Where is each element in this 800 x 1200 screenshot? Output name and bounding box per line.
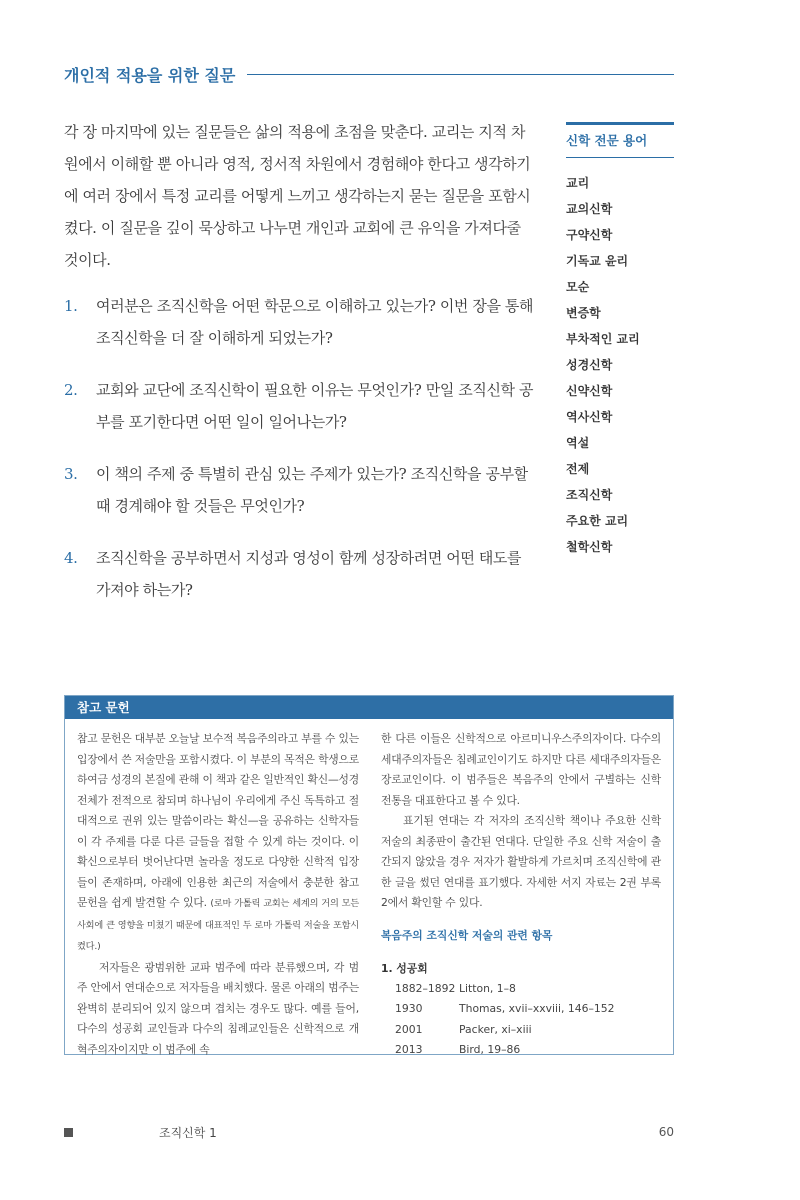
reference-citation: Litton, 1–8 [459,981,516,995]
section-header [64,62,674,86]
sidebar-divider [566,157,674,158]
question-list [64,290,538,626]
glossary-term: 구약신학 [566,228,613,242]
glossary-term: 전제 [566,462,590,476]
references-paragraph: 표기된 연대는 각 저자의 조직신학 책이나 주요한 신학 저술의 최종판이 출간된 연대다. 단일한 주요 신학 저술이 출간되지 않았을 경우 저자가 활발하게 가르치며 조직신학에 관한 글을 썼던 연대를 표기했다. 자세한 서지 자료는 2권 부록 2에서 확인할 수 있다. [381,814,661,909]
page-number: 60 [658,1125,674,1139]
reference-entry [381,979,661,1000]
page-footer [64,1122,674,1142]
question-item [64,458,538,522]
question-item [64,542,538,606]
references-paragraph: 저자들은 광범위한 교파 범주에 따라 분류했으며, 각 범주 안에서 연대순으로 저자들을 배치했다. 물론 아래의 범주는 완벽히 분리되어 있지 않으며 겹치는 경우도 많다. 예를 들어, 다수의 성공회 교인들과 다수의 침례교인들은 신학적으로 개혁주의자이지만 이 범주에 속 [77,960,359,1056]
reference-citation: Packer, xi–xiii [459,1022,532,1036]
glossary-term: 부차적인 교리 [566,332,640,346]
section-title: 개인적 적용을 위한 질문 [64,65,236,85]
reference-year: 1882–1892 [395,981,456,995]
references-right-column [381,729,661,1061]
question-item [64,374,538,438]
references-paragraph [77,729,359,958]
references-note: (로마 가톨릭 교회는 세계의 거의 모든 사회에 큰 영향을 미쳤기 때문에 대표적인 두 로마 가톨릭 저술을 포함시켰다.) [77,898,359,952]
question-number: 2. [64,381,78,399]
section-rule [247,74,674,75]
reference-entry [381,1040,661,1061]
question-text: 교회와 교단에 조직신학이 필요한 이유는 무엇인가? 만일 조직신학 공부를 포기한다면 어떤 일이 일어나는가? [96,381,534,431]
references-left-column [77,729,359,1061]
glossary-term: 주요한 교리 [566,514,629,528]
footer-marker [64,1128,73,1137]
glossary-term: 교의신학 [566,202,613,216]
question-text: 여러분은 조직신학을 어떤 학문으로 이해하고 있는가? 이번 장을 통해 조직신학을 더 잘 이해하게 되었는가? [96,297,534,347]
reference-entry [381,999,661,1020]
question-text: 조직신학을 공부하면서 지성과 영성이 함께 성장하려면 어떤 태도를 가져야 하는가? [96,549,522,599]
references-title: 참고 문헌 [65,696,673,719]
glossary-term: 조직신학 [566,488,613,502]
references-category-heading: 1. 성공회 [381,961,428,975]
glossary-sidebar [566,122,674,560]
question-number: 1. [64,297,78,315]
glossary-term: 역사신학 [566,410,613,424]
footer-book-title: 조직신학 1 [159,1125,217,1140]
reference-entry [381,1020,661,1041]
reference-citation: Bird, 19–86 [459,1043,521,1056]
glossary-term: 역설 [566,436,590,450]
question-text: 이 책의 주제 중 특별히 관심 있는 주제가 있는가? 조직신학을 공부할 때 경계해야 할 것들은 무엇인가? [96,465,528,515]
glossary-title: 신학 전문 용어 [566,133,648,148]
glossary-term: 모순 [566,280,590,294]
references-columns [65,719,673,1061]
question-number: 3. [64,465,78,483]
question-item [64,290,538,354]
reference-year: 1930 [395,1002,423,1015]
glossary-term: 성경신학 [566,358,613,372]
references-subtitle: 복음주의 조직신학 저술의 관련 항목 [381,928,553,942]
glossary-term: 철학신학 [566,540,613,554]
question-number: 4. [64,549,78,567]
intro-paragraph: 각 장 마지막에 있는 질문들은 삶의 적용에 초점을 맞춘다. 교리는 지적 차원에서 이해할 뿐 아니라 영적, 정서적 차원에서 경험해야 한다고 생각하기에 여러 장에서 특정 교리를 어떻게 느끼고 생각하는지 묻는 질문을 포함시켰다. 이 질문을 깊이 묵상하고 나누면 개인과 교회에 큰 유익을 가져다줄 것이다. [64,123,531,269]
glossary-term: 기독교 윤리 [566,254,629,268]
references-box [64,695,674,1055]
references-paragraph-text: 참고 문헌은 대부분 오늘날 보수적 복음주의라고 부를 수 있는 입장에서 쓴 저술만을 포함시켰다. 이 부분의 목적은 학생으로 하여금 성경의 본질에 관해 이 책과 같은 일반적인 확신—성경 전체가 전적으로 참되며 하나님이 우리에게 주신 독특하고 절대적으로 권위 있는 말씀이라는 확신—을 공유하는 신학자들이 각 주제를 다룬 다른 글들을 접할 수 있게 하는 것이다. 이 확신으로부터 벗어난다면 놀라울 정도로 다양한 신학적 입장들이 존재하며, 아래에 인용한 최근의 저술에서 충분한 참고 문헌을 쉽게 발견할 수 있다. [77,732,359,909]
reference-year: 2001 [395,1022,423,1036]
reference-year: 2013 [395,1043,423,1056]
glossary-term: 신약신학 [566,384,613,398]
references-paragraph: 한 다른 이들은 신학적으로 아르미니우스주의자이다. 다수의 세대주의자들은 침례교인이기도 하지만 다른 세대주의자들은 장로교인이다. 이 범주들은 복음주의 안에서 구별하는 신학 전통을 대표한다고 볼 수 있다. [381,732,661,807]
glossary-term: 교리 [566,176,590,190]
glossary-term: 변증학 [566,306,601,320]
reference-citation: Thomas, xvii–xxviii, 146–152 [459,1002,615,1015]
